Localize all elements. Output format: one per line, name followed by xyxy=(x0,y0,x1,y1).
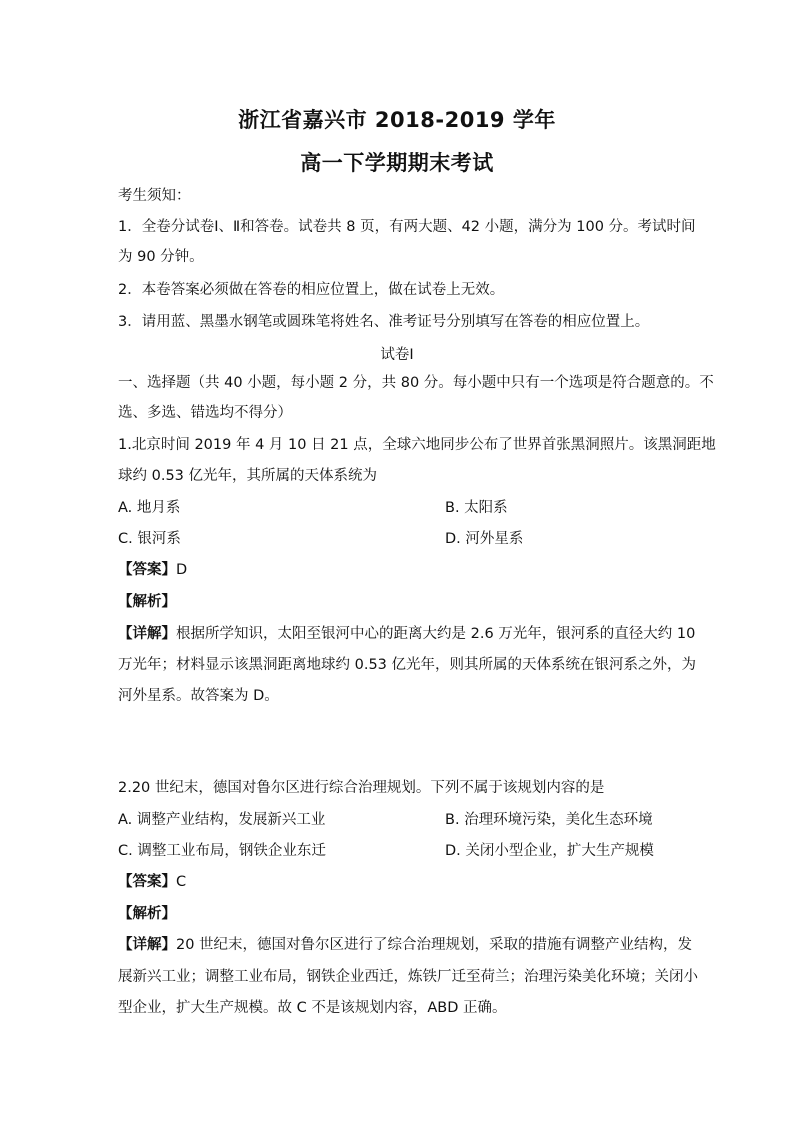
exam-subtitle: 高一下学期期末考试 xyxy=(300,151,494,175)
notice-item-2: 2．本卷答案必须做在答卷的相应位置上，做在试卷上无效。 xyxy=(118,282,505,298)
detail-text: 20 世纪末，德国对鲁尔区进行了综合治理规划，采取的措施有调整产业结构，发 xyxy=(176,937,693,953)
question-2-option-c: C. 调整工业布局，钢铁企业东迁 xyxy=(118,843,326,859)
question-2-option-d: D. 关闭小型企业，扩大生产规模 xyxy=(445,843,654,859)
question-1-option-c: C. 银河系 xyxy=(118,531,181,547)
question-2-option-b: B. 治理环境污染，美化生态环境 xyxy=(445,812,653,828)
question-1-stem-cont: 球约 0.53 亿光年，其所属的天体系统为 xyxy=(118,468,378,484)
exam-title: 浙江省嘉兴市 2018-2019 学年 xyxy=(238,108,556,132)
question-1-detail-cont-1: 万光年；材料显示该黑洞距离地球约 0.53 亿光年，则其所属的天体系统在银河系之外，为 xyxy=(118,657,696,673)
answer-label: 【答案】 xyxy=(118,874,176,890)
notice-item-1: 1．全卷分试卷Ⅰ、Ⅱ和答卷。试卷共 8 页，有两大题、42 小题，满分为 100 分。考试时间 xyxy=(118,219,696,235)
part-heading-cont: 选、多选、错选均不得分） xyxy=(118,405,292,421)
question-1-stem: 1.北京时间 2019 年 4 月 10 日 21 点，全球六地同步公布了世界首张黑洞照片。该黑洞距地 xyxy=(118,437,716,453)
question-1-analysis-label: 【解析】 xyxy=(118,594,176,610)
answer-value: D xyxy=(176,562,188,578)
part-heading: 一、选择题（共 40 小题，每小题 2 分，共 80 分。每小题中只有一个选项是符合题意的。不 xyxy=(118,375,714,391)
question-1-detail xyxy=(118,624,695,644)
detail-label: 【详解】 xyxy=(118,626,176,642)
notice-heading: 考生须知： xyxy=(118,188,191,204)
question-1-option-a: A. 地月系 xyxy=(118,500,181,516)
detail-label: 【详解】 xyxy=(118,937,176,953)
notice-item-1-cont: 为 90 分钟。 xyxy=(118,249,204,265)
notice-item-3: 3．请用蓝、黑墨水钢笔或圆珠笔将姓名、准考证号分别填写在答卷的相应位置上。 xyxy=(118,314,650,330)
question-2-analysis-label: 【解析】 xyxy=(118,906,176,922)
question-2-detail-cont-1: 展新兴工业；调整工业布局，钢铁企业西迁，炼铁厂迁至荷兰；治理污染美化环境；关闭小 xyxy=(118,969,698,985)
question-1-answer xyxy=(118,560,187,580)
question-2-stem: 2.20 世纪末，德国对鲁尔区进行综合治理规划。下列不属于该规划内容的是 xyxy=(118,780,605,796)
paper-label: 试卷Ⅰ xyxy=(380,347,414,363)
question-1-detail-cont-2: 河外星系。故答案为 D。 xyxy=(118,688,279,704)
question-2-answer xyxy=(118,872,186,892)
answer-value: C xyxy=(176,874,187,890)
answer-label: 【答案】 xyxy=(118,562,176,578)
question-1-option-d: D. 河外星系 xyxy=(445,531,524,547)
question-2-detail-cont-2: 型企业，扩大生产规模。故 C 不是该规划内容，ABD 正确。 xyxy=(118,1000,507,1016)
question-2-detail xyxy=(118,935,692,955)
question-1-option-b: B. 太阳系 xyxy=(445,500,508,516)
detail-text: 根据所学知识，太阳至银河中心的距离大约是 2.6 万光年，银河系的直径大约 10 xyxy=(176,626,696,642)
question-2-option-a: A. 调整产业结构，发展新兴工业 xyxy=(118,812,326,828)
